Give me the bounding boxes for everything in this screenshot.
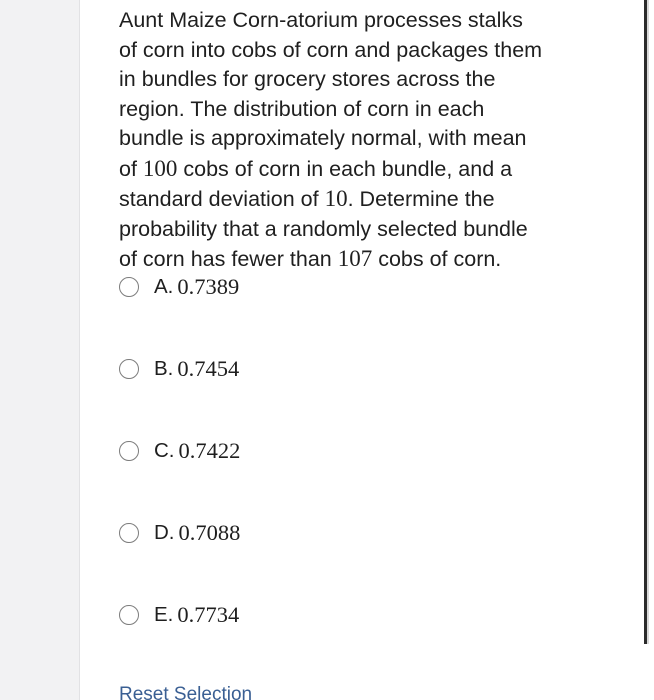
question-line: standard deviation of 10. Determine the <box>119 186 495 211</box>
radio-button-icon[interactable] <box>119 523 139 543</box>
radio-button-icon[interactable] <box>119 605 139 625</box>
option-letter: B. <box>154 357 174 380</box>
answer-options <box>119 272 539 682</box>
option-e[interactable] <box>119 600 539 630</box>
question-line: Aunt Maize Corn-atorium processes stalks <box>119 8 523 32</box>
option-letter: E. <box>154 603 174 626</box>
mean-value: 100 <box>142 155 178 181</box>
question-text <box>119 6 569 275</box>
option-value: 0.7454 <box>177 356 240 381</box>
radio-button-icon[interactable] <box>119 359 139 379</box>
question-line: of corn has fewer than 107 cobs of corn. <box>119 246 502 271</box>
left-sidebar-panel <box>0 0 80 700</box>
option-letter: C. <box>154 439 175 462</box>
option-value: 0.7734 <box>177 602 240 627</box>
question-line: of 100 cobs of corn in each bundle, and a <box>119 155 513 181</box>
option-b[interactable] <box>119 354 539 384</box>
option-d[interactable] <box>119 518 539 548</box>
question-line: region. The distribution of corn in each <box>119 96 485 121</box>
radio-button-icon[interactable] <box>119 441 139 461</box>
option-letter: A. <box>154 275 174 298</box>
right-scroll-edge <box>644 0 649 644</box>
std-dev-value: 10 <box>324 186 348 211</box>
question-line: bundle is approximately normal, with mean <box>119 126 527 150</box>
option-value: 0.7088 <box>178 520 241 545</box>
threshold-value: 107 <box>337 246 373 271</box>
radio-button-icon[interactable] <box>119 277 139 297</box>
option-c[interactable] <box>119 436 539 466</box>
question-line: in bundles for grocery stores across the <box>119 67 496 91</box>
question-line: of corn into cobs of corn and packages them <box>119 37 543 62</box>
question-line: probability that a randomly selected bundle <box>119 216 528 241</box>
option-letter: D. <box>154 521 175 544</box>
reset-selection-link[interactable]: Reset Selection <box>119 684 253 700</box>
option-value: 0.7389 <box>177 274 240 299</box>
option-value: 0.7422 <box>178 438 241 463</box>
option-a[interactable] <box>119 272 539 302</box>
